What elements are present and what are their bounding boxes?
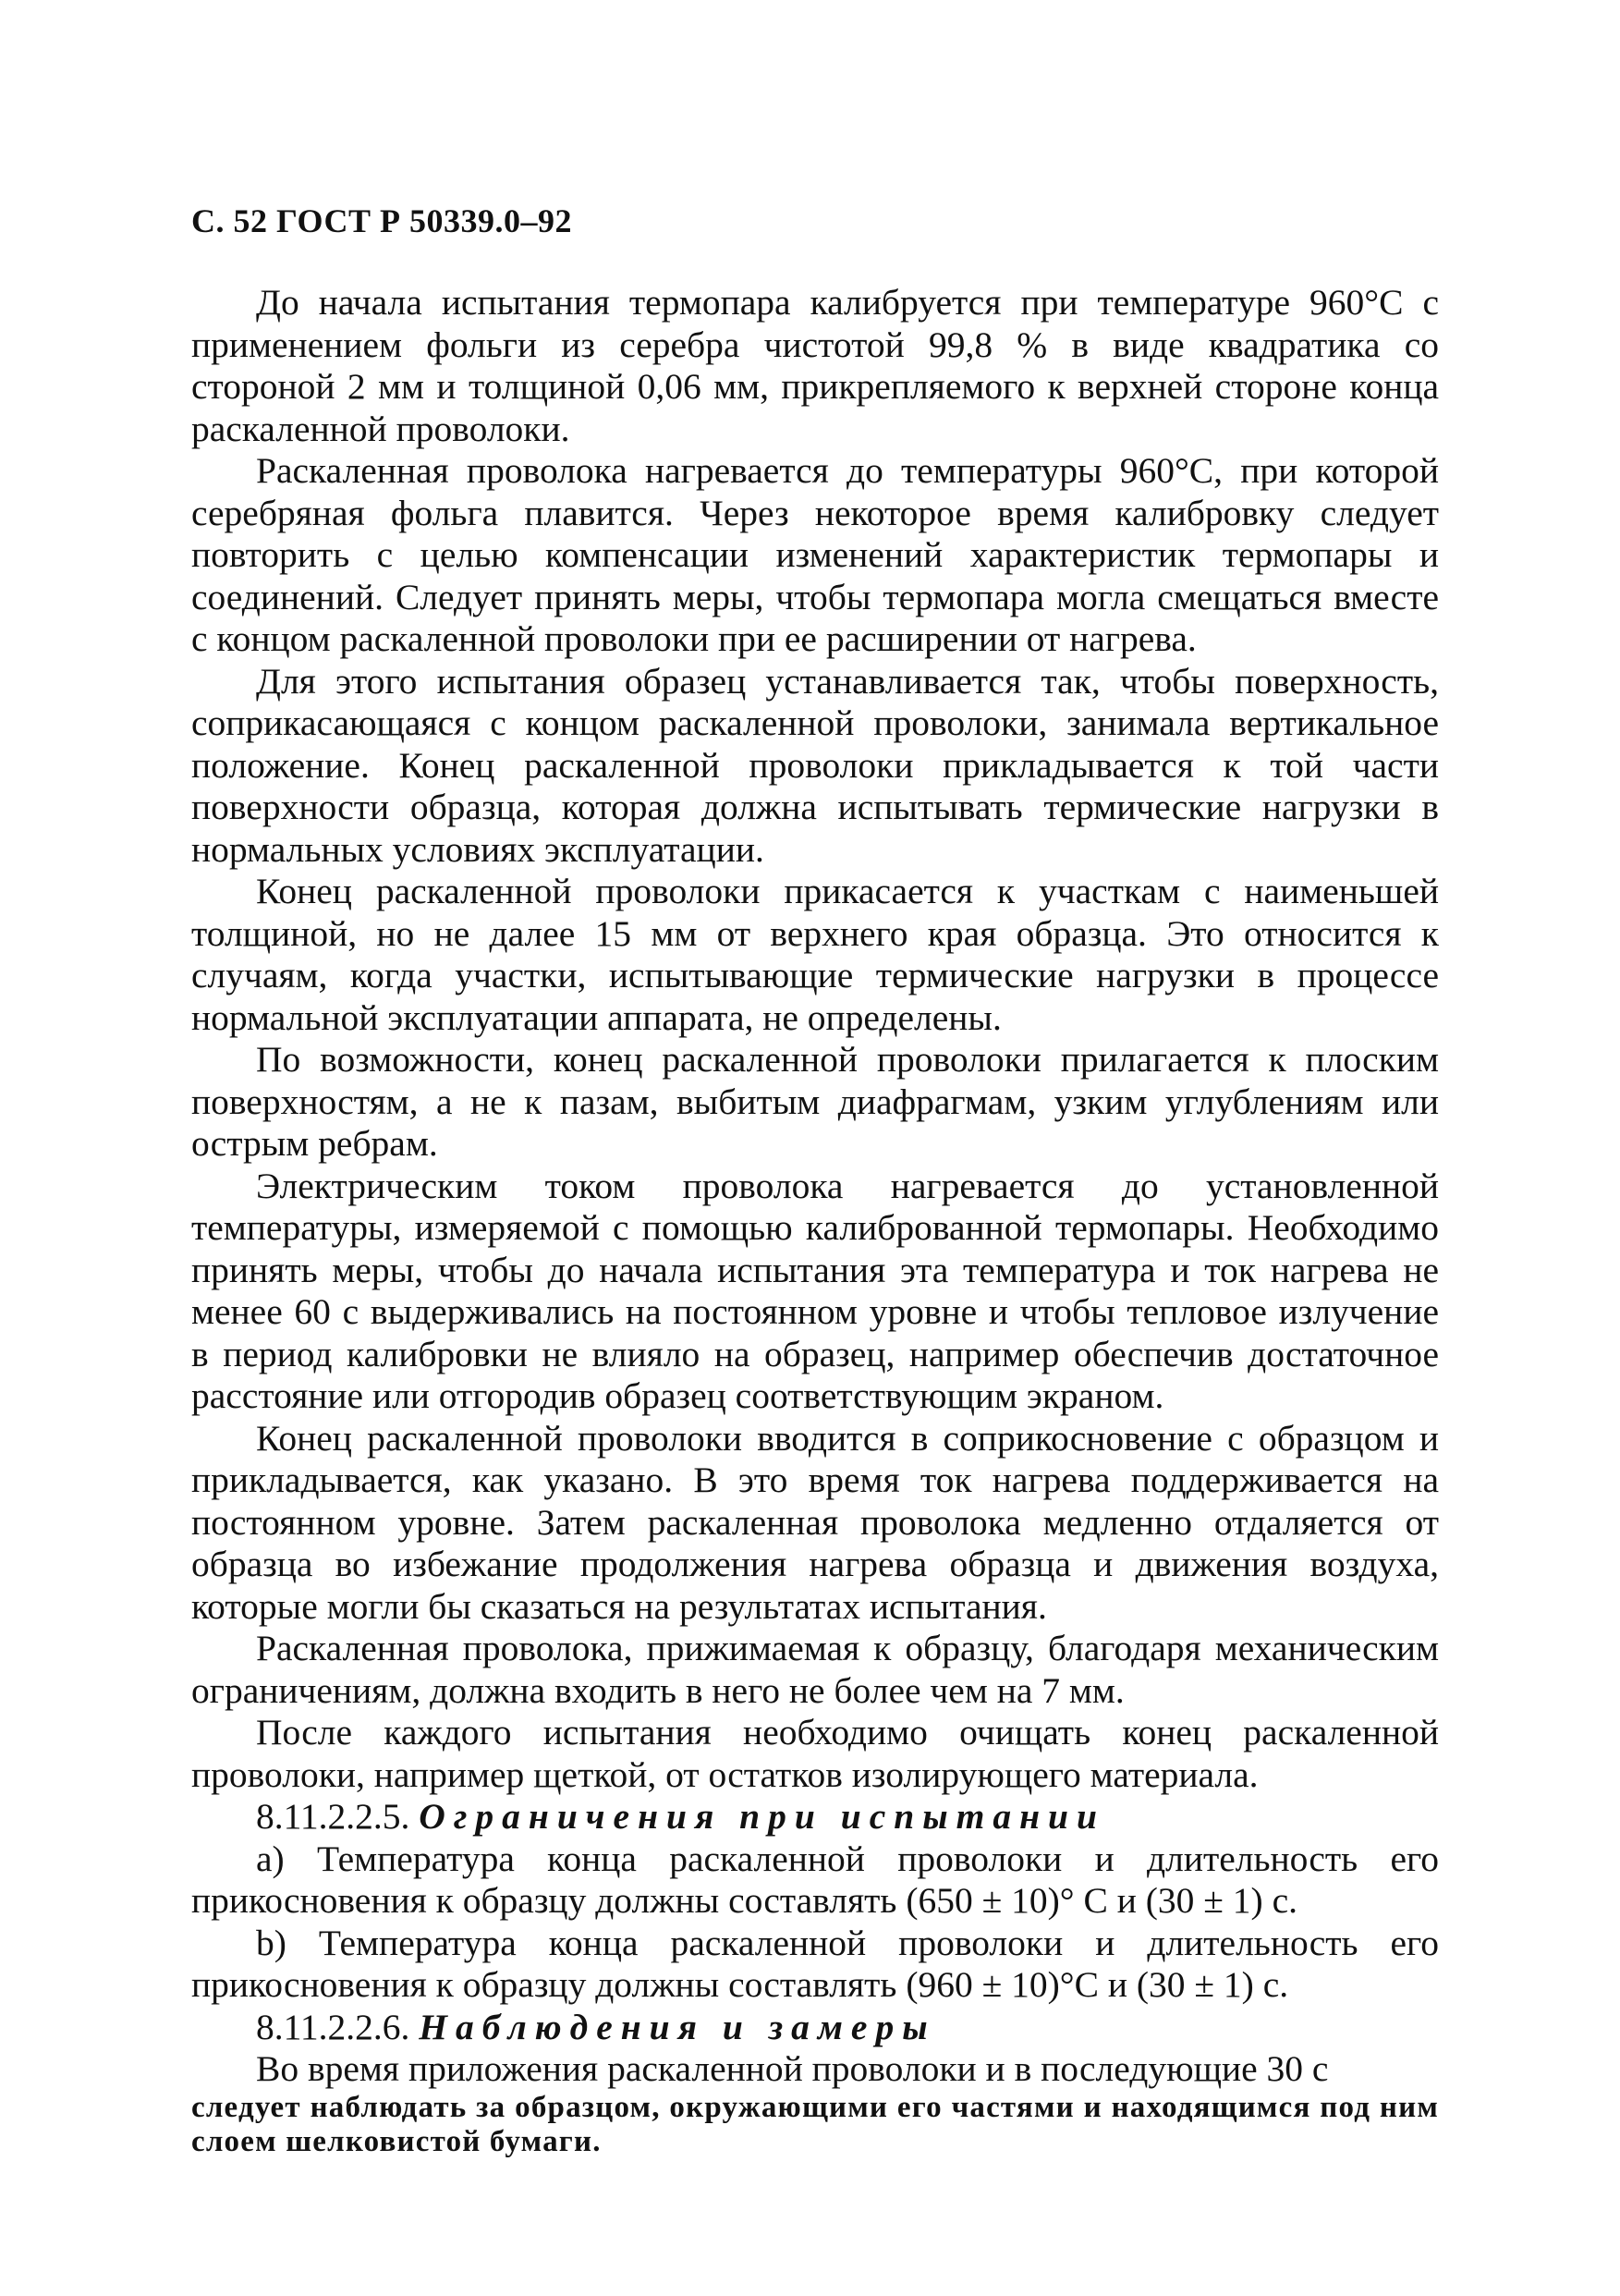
section-title: Ограничения при испытании — [419, 1796, 1105, 1837]
section-heading-observations — [191, 2007, 1439, 2049]
paragraph-contact-procedure: Конец раскаленной проволоки вводится в соприкосновение с образцом и прикладывается, как указано. В это время ток нагрева поддерживается на постоянном уровне. Затем раскаленная проволока медленно отдаляется от образца во избежание продолжения нагрева образца и движения воздуха, которые могли бы сказаться на результатах испытания. — [191, 1417, 1439, 1627]
paragraph-penetration-limit: Раскаленная проволока, прижимаемая к образцу, благодаря механическим ограничениям, должна входить в него не более чем на 7 мм. — [191, 1628, 1439, 1711]
page-header — [191, 202, 572, 240]
limit-item-b: b) Температура конца раскаленной проволоки и длительность его прикосновения к образцу должны составлять (960 ± 10)°С и (30 ± 1) с. — [191, 1922, 1439, 2005]
standard-designation: ГОСТ Р 50339.0–92 — [276, 202, 572, 239]
section-number: 8.11.2.2.5. — [256, 1796, 410, 1837]
body-text — [191, 282, 1439, 2159]
section-title: Наблюдения и замеры — [419, 2006, 936, 2047]
limit-item-a: а) Температура конца раскаленной проволоки и длительность его прикосновения к образцу должны составлять (650 ± 10)° С и (30 ± 1) с. — [191, 1838, 1439, 1921]
page-number: С. 52 — [191, 202, 268, 239]
paragraph-flat-surfaces: По возможности, конец раскаленной проволоки прилагается к плоским поверхностям, а не к пазам, выбитым диафрагмам, узким углублениям или острым ребрам. — [191, 1039, 1439, 1164]
paragraph-contact-area: Конец раскаленной проволоки прикасается к участкам с наименьшей толщиной, но не далее 15 мм от верхнего края образца. Это относится к случаям, когда участки, испытывающие термические нагрузки в процессе нормальной эксплуатации аппарата, не определены. — [191, 871, 1439, 1038]
paragraph-observation-continued: следует наблюдать за образцом, окружающими его частями и находящимся под ним слоем шелковистой бумаги. — [191, 2090, 1439, 2158]
paragraph-specimen-position: Для этого испытания образец устанавливается так, чтобы поверхность, соприкасающаяся с концом раскаленной проволоки, занимала вертикальное положение. Конец раскаленной проволоки прикладывается к той части поверхности образца, которая должна испытывать термические нагрузки в нормальных условиях эксплуатации. — [191, 660, 1439, 870]
paragraph-observation: Во время приложения раскаленной проволоки и в последующие 30 с — [256, 2048, 1329, 2089]
paragraph-cleaning: После каждого испытания необходимо очищать конец раскаленной проволоки, например щеткой, от остатков изолирующего материала. — [191, 1712, 1439, 1795]
paragraph-calibration: До начала испытания термопара калибруется при температуре 960°С с применением фольги из серебра чистотой 99,8 % в виде квадратика со стороной 2 мм и толщиной 0,06 мм, прикрепляемого к верхней стороне конца раскаленной проволоки. — [191, 282, 1439, 449]
paragraph-electric-heating: Электрическим током проволока нагревается до установленной температуры, измеряемой с помощью калиброванной термопары. Необходимо принять меры, чтобы до начала испытания эта температура и ток нагрева не менее 60 с выдерживались на постоянном уровне и чтобы тепловое излучение в период калибровки не влияло на образец, например обеспечив достаточное расстояние или отгородив образец соответствующим экраном. — [191, 1165, 1439, 1416]
section-heading-limits — [191, 1796, 1439, 1838]
section-number: 8.11.2.2.6. — [256, 2006, 410, 2047]
paragraph-heating: Раскаленная проволока нагревается до температуры 960°С, при которой серебряная фольга плавится. Через некоторое время калибровку следует повторить с целью компенсации изменений характеристик термопары и соединений. Следует принять меры, чтобы термопара могла смещаться вместе с концом раскаленной проволоки при ее расширении от нагрева. — [191, 450, 1439, 659]
